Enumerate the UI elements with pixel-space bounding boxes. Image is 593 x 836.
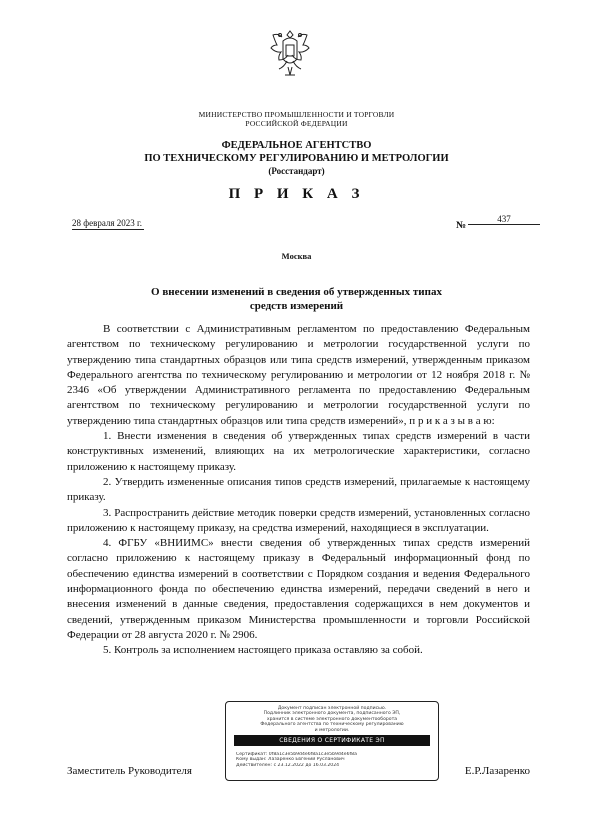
stamp-header-line-5: и метрологии. — [314, 727, 350, 733]
electronic-signature-stamp — [225, 701, 439, 781]
stamp-certificate: Сертификат: 0f8a1c3e5b9d4e6f8a1c3e5b9d4e6f8a — [236, 752, 357, 757]
number-sign: № — [456, 220, 467, 231]
signatory-position: Заместитель Руководителя — [67, 765, 192, 777]
order-number: 437 — [468, 214, 540, 225]
stamp-header-line-2: Подлинник электронного документа, подписанного ЭП, — [263, 711, 401, 717]
order-item-1: 1. Внести изменения в сведения об утвержденных типах средств измерений в части конструктивных изменений, влияющих на их метрологические характеристики, согласно приложению к настоящему приказу. — [67, 430, 530, 473]
order-subject — [0, 285, 593, 313]
stamp-header — [236, 706, 428, 733]
subject-line-2: средств измерений — [249, 300, 344, 312]
agency-header — [0, 139, 593, 178]
agency-line-2: ПО ТЕХНИЧЕСКОМУ РЕГУЛИРОВАНИЮ И МЕТРОЛОГИИ — [144, 153, 449, 164]
order-item-2: 2. Утвердить измененные описания типов средств измерений, прилагаемые к настоящему приказу. — [67, 475, 530, 504]
ministry-line-2: РОССИЙСКОЙ ФЕДЕРАЦИИ — [245, 119, 348, 128]
stamp-owner: Кому выдан: Лазаренко Евгений Русланович — [236, 757, 345, 763]
agency-line-1: ФЕДЕРАЛЬНОЕ АГЕНТСТВО — [221, 140, 372, 151]
preamble-paragraph: В соответствии с Административным регламентом по предоставлению Федеральным агентством по техническому регулированию и метрологии государственной услуги по утверждению типа стандартных образцов или типа средств измерений, утвержденным приказом Федерального агентства по техническому регулированию и метрологии от 12 ноября 2018 г. № 2346 «Об утверждении Административного регламента по предоставлению Федеральным агентством по техническому регулированию и метрологии государственной услуги по утверждению типа стандартных образцов или типа средств измерений», п р и к а з ы в а ю: — [67, 323, 530, 427]
date-number-row — [72, 214, 542, 234]
stamp-header-line-3: хранится в системе электронного документооборота — [266, 716, 398, 722]
order-body — [67, 322, 530, 659]
order-item-3: 3. Распространить действие методик поверки средств измерений, установленных согласно приложению к настоящему приказу, на средства измерений, находящиеся в эксплуатации. — [67, 506, 530, 534]
document-type-title: П Р И К А З — [228, 186, 365, 202]
subject-line-1: О внесении изменений в сведения об утвержденных типах — [151, 286, 442, 298]
stamp-certificate-info — [236, 752, 432, 768]
ministry-line-1: МИНИСТЕРСТВО ПРОМЫШЛЕННОСТИ И ТОРГОВЛИ — [198, 110, 395, 119]
signatory-name: Е.Р.Лазаренко — [464, 765, 530, 777]
stamp-title: СВЕДЕНИЯ О СЕРТИФИКАТЕ ЭП — [234, 735, 430, 746]
agency-short-name: (Росстандарт) — [268, 166, 325, 176]
stamp-validity: Действителен: с 23.12.2022 до 16.03.2024 — [236, 762, 340, 768]
order-item-4: 4. ФГБУ «ВНИИМС» внести сведения об утвержденных типах средств измерений согласно приложению к настоящему приказу в Федеральный информационный фонд по обеспечению единства измерений в соответствии с Порядком создания и ведения Федерального информационного фонда по обеспечению единства измерений, передачи сведений в него и внесения изменений в данные сведения, предоставления содержащихся в нем документов и сведений, утвержденным приказом Министерства промышленности и торговли Российской Федерации от 28 августа 2020 г. № 2906. — [67, 537, 530, 641]
stamp-header-line-4: Федерального агентства по техническому регулированию — [260, 722, 404, 728]
city: Москва — [281, 251, 312, 261]
coat-of-arms-icon — [268, 27, 312, 85]
ministry-header — [0, 110, 593, 128]
order-date: 28 февраля 2023 г. — [72, 218, 142, 228]
stamp-header-line-1: Документ подписан электронной подписью. — [277, 706, 387, 711]
order-item-5: 5. Контроль за исполнением настоящего приказа оставляю за собой. — [103, 644, 423, 657]
